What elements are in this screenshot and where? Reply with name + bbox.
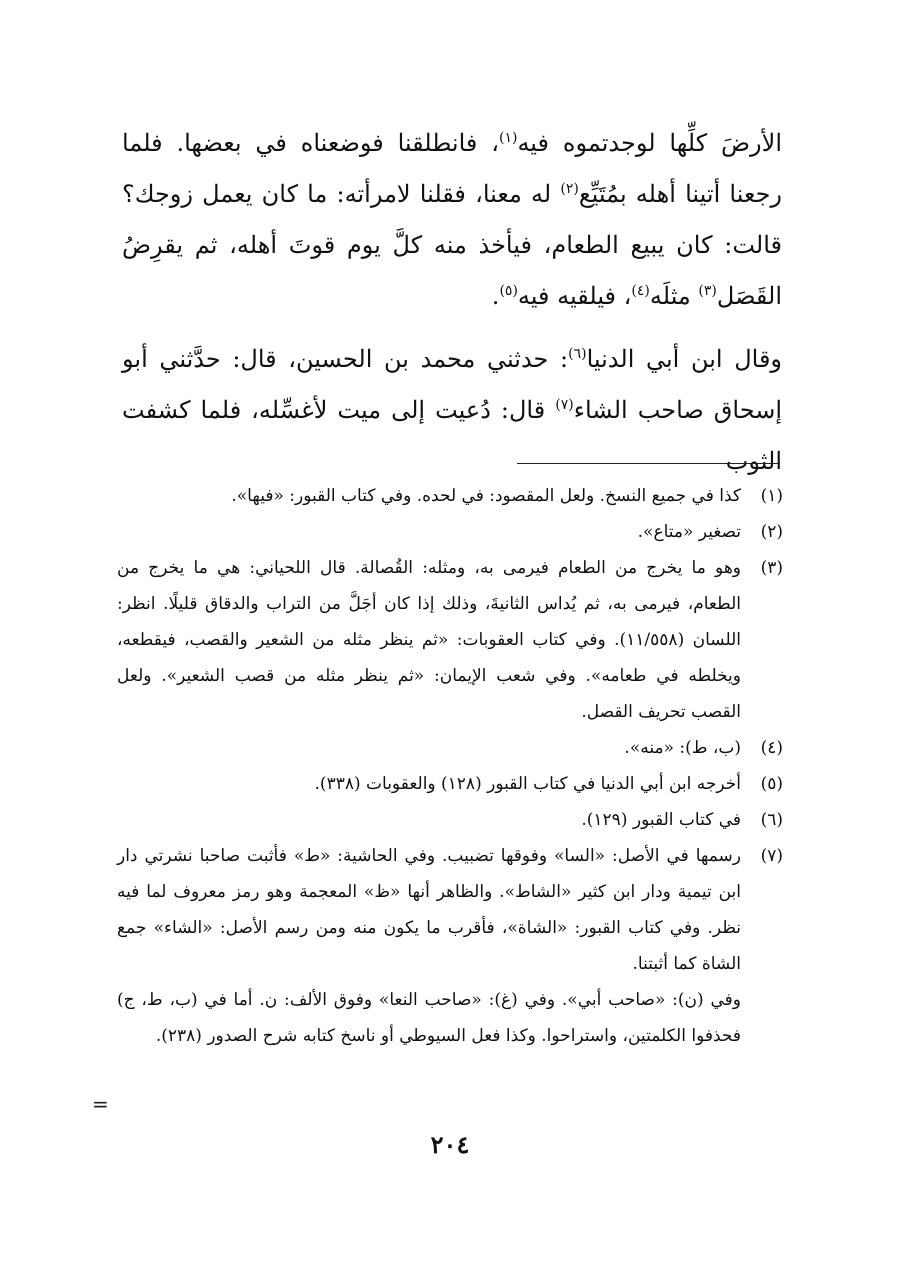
footnote-text: وهو ما يخرج من الطعام فيرمى به، ومثله: القُصالة. قال اللحياني: هي ما يخرج من الطعام، فيرمى به، ثم يُداس الثانيةَ، وذلك إذا كان أجَلَّ من التراب والدقاق قليلًا. انظر: اللسان (١١/٥٥٨). وفي كتاب العقوبات: «ثم ينظر مثله من الشعير والقصب، فيقطعه، ويخلطه في طعامه». وفي شعب الإيمان: «ثم ينظر مثله من قصب الشعير». ولعل القصب تحريف القصل.: [117, 558, 741, 722]
footnote-4: [117, 730, 783, 766]
text-run: .: [491, 282, 500, 310]
footnote-3: [117, 550, 783, 730]
footnote-number: (٧): [760, 846, 783, 866]
footnote-number: (٣): [760, 558, 783, 578]
page-number: ٢٠٤: [430, 1130, 470, 1159]
footnote-ref-6[interactable]: (٦): [568, 346, 587, 362]
footnote-6: [117, 802, 783, 838]
footnote-number: (١): [760, 486, 783, 506]
text-run: مثلَه: [649, 282, 699, 310]
footnote-7-continuation: [117, 982, 783, 1054]
paragraph-2: [122, 334, 782, 487]
paragraph-1: [122, 118, 782, 322]
footnote-ref-4[interactable]: (٤): [631, 283, 650, 299]
text-run: ، فيلقيه فيه: [517, 282, 632, 310]
footnote-number: (٦): [760, 810, 783, 830]
footnote-5: [117, 766, 783, 802]
main-text: [122, 118, 782, 487]
footnote-1: [117, 478, 783, 514]
continuation-mark: =: [92, 1092, 109, 1116]
footnote-number: (٥): [760, 774, 783, 794]
footnote-text: كذا في جميع النسخ. ولعل المقصود: في لحده. وفي كتاب القبور: «فيها».: [231, 486, 741, 506]
footnote-text: (ب، ط): «منه».: [624, 738, 741, 758]
footnote-text: تصغير «متاع».: [637, 522, 741, 542]
footnote-ref-1[interactable]: (١): [498, 130, 518, 146]
text-run: الأرضَ كلِّها لوجدتموه فيه: [517, 129, 782, 157]
footnote-ref-5[interactable]: (٥): [499, 283, 518, 299]
text-run: ، فانطلقنا فوضعناه في بعضها. فلما رجعنا أتينا أهله بمُتَيِّع: [122, 129, 782, 208]
footnote-text: رسمها في الأصل: «السا» وفوقها تضبيب. وفي الحاشية: «ط» فأثبت صاحبا نشرتي دار ابن تيمية ودار ابن كثير «الشاط». والظاهر أنها «ظ» المعجمة وهو رمز معروف لما فيه نظر. وفي كتاب القبور: «الشاة»، فأقرب ما يكون منه ومن رسم الأصل: «الشاء» جمع الشاة كما أثبتنا.: [117, 846, 741, 974]
footnote-text: في كتاب القبور (١٢٩).: [581, 810, 741, 830]
footnote-ref-7[interactable]: (٧): [555, 397, 574, 413]
text-run: قال: دُعيت إلى ميت لأغسِّله، فلما كشفت الثوب: [122, 396, 782, 475]
footnotes: [117, 478, 783, 1054]
text-run: له معنا، فقلنا لامرأته: ما كان يعمل زوجك؟ قالت: كان يبيع الطعام، فيأخذ منه كلَّ يوم قوتَ أهله، ثم يقرِضُ القَصَل: [122, 180, 782, 310]
footnote-separator: [517, 463, 780, 464]
footnote-ref-3[interactable]: (٣): [698, 283, 717, 299]
footnote-number: (٤): [760, 738, 783, 758]
footnote-text: وفي (ن): «صاحب أبي». وفي (غ): «صاحب النعا» وفوق الألف: ن. أما في (ب، ط، ج) فحذفوا الكلمتين، واستراحوا. وكذا فعل السيوطي أو ناسخ كتابه شرح الصدور (٢٣٨).: [117, 990, 741, 1046]
text-run: وقال ابن أبي الدنيا: [586, 345, 783, 373]
footnote-number: (٢): [760, 522, 783, 542]
footnote-7: [117, 838, 783, 982]
text-run: : حدثني محمد بن الحسين، قال: حدَّثني أبو إسحاق صاحب الشاء: [122, 345, 782, 424]
footnote-text: أخرجه ابن أبي الدنيا في كتاب القبور (١٢٨) والعقوبات (٣٣٨).: [314, 774, 741, 794]
footnote-2: [117, 514, 783, 550]
footnote-ref-2[interactable]: (٢): [560, 181, 579, 197]
